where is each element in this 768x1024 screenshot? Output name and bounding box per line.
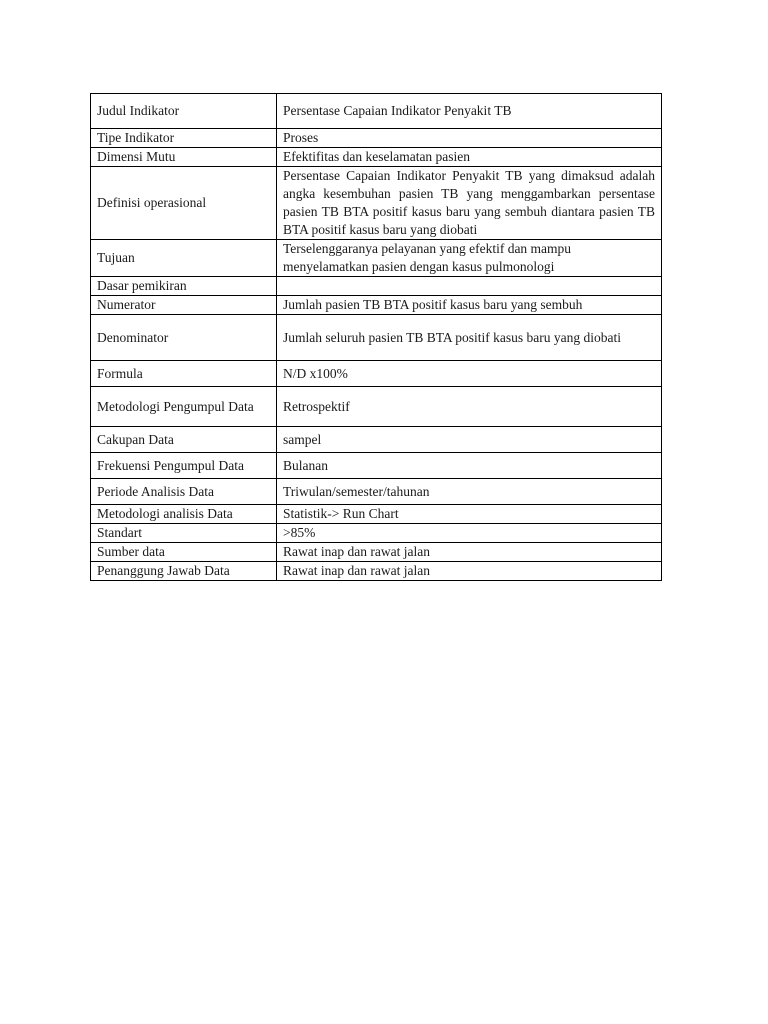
row-label: Numerator bbox=[91, 296, 277, 315]
table-row bbox=[91, 562, 662, 581]
row-label: Tujuan bbox=[91, 240, 277, 277]
row-value: N/D x100% bbox=[277, 361, 662, 387]
row-label: Sumber data bbox=[91, 543, 277, 562]
row-label: Denominator bbox=[91, 315, 277, 361]
row-label: Metodologi Pengumpul Data bbox=[91, 387, 277, 427]
row-label: Definisi operasional bbox=[91, 167, 277, 240]
row-value: >85% bbox=[277, 524, 662, 543]
row-label: Frekuensi Pengumpul Data bbox=[91, 453, 277, 479]
table-row bbox=[91, 387, 662, 427]
row-label: Dasar pemikiran bbox=[91, 277, 277, 296]
indicator-profile-table bbox=[90, 93, 662, 581]
table-row bbox=[91, 427, 662, 453]
table-row bbox=[91, 505, 662, 524]
row-value: sampel bbox=[277, 427, 662, 453]
row-label: Metodologi analisis Data bbox=[91, 505, 277, 524]
table-row bbox=[91, 524, 662, 543]
table-row bbox=[91, 129, 662, 148]
table-row bbox=[91, 296, 662, 315]
row-label: Periode Analisis Data bbox=[91, 479, 277, 505]
row-label: Judul Indikator bbox=[91, 94, 277, 129]
row-label: Formula bbox=[91, 361, 277, 387]
row-value: Statistik-> Run Chart bbox=[277, 505, 662, 524]
table-row bbox=[91, 148, 662, 167]
row-value bbox=[277, 277, 662, 296]
table-row bbox=[91, 240, 662, 277]
row-value: Persentase Capaian Indikator Penyakit TB yang dimaksud adalah angka kesembuhan pasien TB yang menggambarkan persentase pasien TB BTA positif kasus baru yang sembuh diantara pasien TB BTA positif kasus baru yang diobati bbox=[277, 167, 662, 240]
row-value: Efektifitas dan keselamatan pasien bbox=[277, 148, 662, 167]
row-value: Terselenggaranya pelayanan yang efektif dan mampu menyelamatkan pasien dengan kasus pulmonologi bbox=[277, 240, 662, 277]
row-label: Dimensi Mutu bbox=[91, 148, 277, 167]
table-row bbox=[91, 361, 662, 387]
table-row bbox=[91, 479, 662, 505]
row-value: Jumlah seluruh pasien TB BTA positif kasus baru yang diobati bbox=[277, 315, 662, 361]
row-label: Penanggung Jawab Data bbox=[91, 562, 277, 581]
row-value: Rawat inap dan rawat jalan bbox=[277, 562, 662, 581]
table-row bbox=[91, 453, 662, 479]
row-value: Rawat inap dan rawat jalan bbox=[277, 543, 662, 562]
row-label: Cakupan Data bbox=[91, 427, 277, 453]
table-row bbox=[91, 543, 662, 562]
table-row bbox=[91, 94, 662, 129]
row-label: Standart bbox=[91, 524, 277, 543]
row-value: Retrospektif bbox=[277, 387, 662, 427]
row-value: Persentase Capaian Indikator Penyakit TB bbox=[277, 94, 662, 129]
table-row bbox=[91, 277, 662, 296]
row-value: Bulanan bbox=[277, 453, 662, 479]
row-value: Triwulan/semester/tahunan bbox=[277, 479, 662, 505]
table-row bbox=[91, 167, 662, 240]
row-value: Jumlah pasien TB BTA positif kasus baru yang sembuh bbox=[277, 296, 662, 315]
row-label: Tipe Indikator bbox=[91, 129, 277, 148]
table-row bbox=[91, 315, 662, 361]
row-value: Proses bbox=[277, 129, 662, 148]
